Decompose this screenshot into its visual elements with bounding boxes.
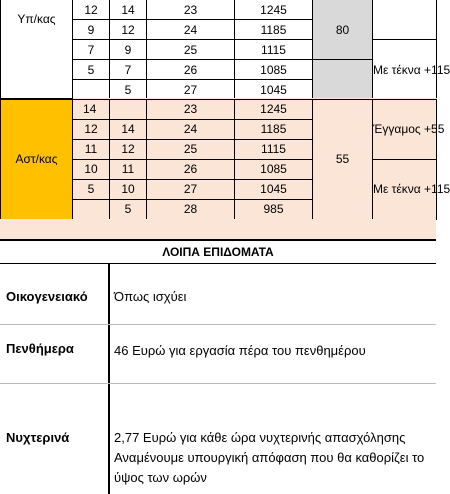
yp-value-gray [313,60,373,100]
allowance-label: Πενθήμερα [6,341,74,356]
yp-cell-a: 7 [73,40,110,60]
yp-cell-b: 12 [110,20,147,40]
yp-category-label: Υπ/κας [1,0,73,100]
allowance-row-night [0,384,436,494]
ast-cell-c: 23 [147,99,235,119]
yp-cell-a [73,80,110,100]
yp-cell-d: 1115 [235,40,313,60]
allowance-row-fiveday [0,325,436,384]
ast-cell-b: 14 [110,119,147,139]
ast-cell-d: 1085 [235,159,313,179]
yp-bonus-children: Με τέκνα +115 [373,40,437,100]
yp-cell-c: 27 [147,80,235,100]
yp-cell-c: 26 [147,60,235,80]
ast-cell-b: 5 [110,199,147,219]
ast-bonus-married: Έγγαμος +55 [373,99,437,159]
ast-cell-d: 1115 [235,139,313,159]
ast-cell-c: 28 [147,199,235,219]
ast-cell-a: 5 [73,179,110,199]
yp-cell-b: 5 [110,80,147,100]
yp-cell-c: 25 [147,40,235,60]
yp-table [0,0,450,100]
yp-cell-d: 1245 [235,0,313,20]
ast-cell-d: 1185 [235,119,313,139]
yp-cell-a: 9 [73,20,110,40]
ast-cell-a: 14 [73,99,110,119]
other-allowances-title: ΛΟΙΠΑ ΕΠΙΔΟΜΑΤΑ [0,239,436,264]
ast-table [0,98,450,220]
spacer-band [0,219,436,239]
yp-cell-b: 14 [110,0,147,20]
allowance-desc: 46 Ευρώ για εργασία πέρα του πενθημέρου [114,343,366,358]
ast-cell-b: 12 [110,139,147,159]
ast-cell-d: 1045 [235,179,313,199]
ast-cell-c: 27 [147,179,235,199]
yp-cell-d: 1045 [235,80,313,100]
ast-cell-c: 26 [147,159,235,179]
ast-cell-c: 25 [147,139,235,159]
yp-cell-b: 7 [110,60,147,80]
ast-bonus-children: Με τέκνα +115 [373,159,437,219]
ast-cell-a: 12 [73,119,110,139]
yp-cell-d: 1085 [235,60,313,80]
yp-bonus-empty [373,0,437,40]
allowance-row-family [0,263,436,325]
ast-cell-a: 11 [73,139,110,159]
ast-cell-a: 10 [73,159,110,179]
yp-value: 80 [313,0,373,60]
yp-cell-c: 24 [147,20,235,40]
yp-cell-d: 1185 [235,20,313,40]
allowance-label: Οικογενειακό [6,289,88,304]
ast-cell-b: 10 [110,179,147,199]
yp-cell-a: 12 [73,0,110,20]
allowance-desc: Όπως ισχύει [114,289,187,304]
yp-cell-c: 23 [147,0,235,20]
ast-value: 55 [313,99,373,219]
ast-cell-d: 1245 [235,99,313,119]
ast-cell-a [73,199,110,219]
ast-cell-d: 985 [235,199,313,219]
ast-cell-b [110,99,147,119]
ast-cell-b: 11 [110,159,147,179]
yp-cell-b: 9 [110,40,147,60]
ast-category-label: Αστ/κας [1,99,73,219]
allowance-desc: 2,77 Ευρώ για κάθε ώρα νυχτερινής απασχόλησης Αναμένουμε υπουργική απόφαση που θα καθορίζει το ύψος των ωρών [114,430,425,485]
allowance-label: Νυχτερινά [6,430,70,445]
yp-cell-a: 5 [73,60,110,80]
ast-cell-c: 24 [147,119,235,139]
